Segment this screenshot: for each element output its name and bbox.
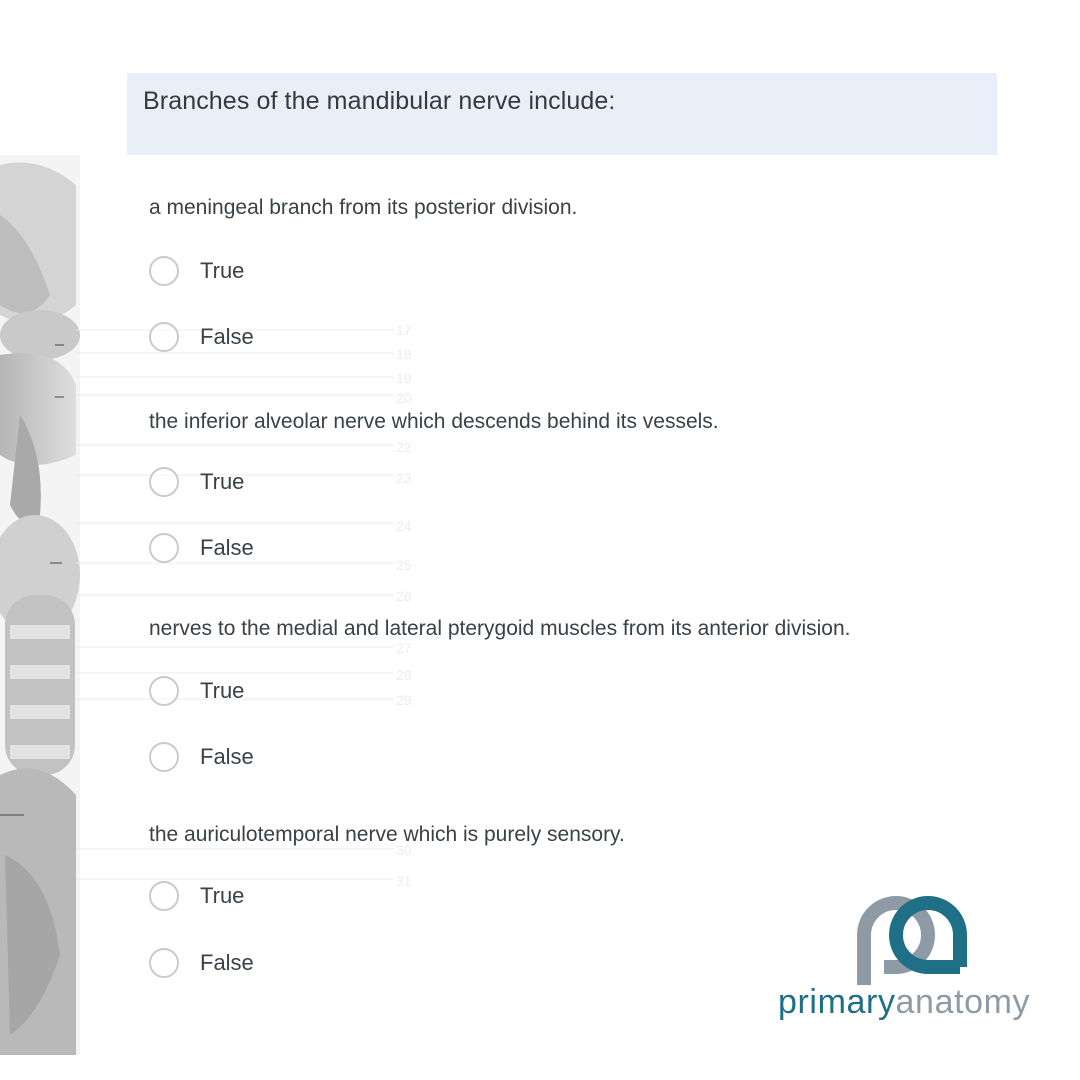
option-label: False bbox=[200, 950, 254, 975]
option-2-false[interactable] bbox=[149, 531, 254, 565]
brand-word-primary: primary bbox=[778, 983, 896, 1021]
brand-word-anatomy: anatomy bbox=[895, 983, 1031, 1021]
brand-logo bbox=[776, 895, 1056, 1025]
radio-button[interactable] bbox=[149, 676, 179, 706]
option-2-true[interactable] bbox=[149, 465, 244, 499]
statement-2: the inferior alveolar nerve which descends behind its vessels. bbox=[149, 410, 719, 433]
radio-button[interactable] bbox=[149, 467, 179, 497]
statement-1: a meningeal branch from its posterior division. bbox=[149, 196, 578, 219]
callout-number: 29 bbox=[396, 692, 412, 708]
callout-number: 18 bbox=[396, 346, 412, 362]
option-label: True bbox=[200, 883, 245, 908]
option-4-true[interactable] bbox=[149, 879, 244, 913]
callout-number: 23 bbox=[396, 470, 412, 486]
callout-number: 22 bbox=[396, 439, 412, 455]
option-4-false[interactable] bbox=[149, 946, 254, 980]
callout-number: 20 bbox=[396, 390, 412, 406]
statement-4: the auriculotemporal nerve which is purely sensory. bbox=[149, 823, 625, 846]
radio-button[interactable] bbox=[149, 948, 179, 978]
radio-button[interactable] bbox=[149, 322, 179, 352]
callout-number: 24 bbox=[396, 518, 412, 534]
statement-3: nerves to the medial and lateral pterygoid muscles from its anterior division. bbox=[149, 617, 851, 640]
radio-button[interactable] bbox=[149, 881, 179, 911]
callout-number: 19 bbox=[396, 370, 412, 386]
radio-button[interactable] bbox=[149, 256, 179, 286]
callout-number: 17 bbox=[396, 322, 412, 338]
option-3-false[interactable] bbox=[149, 740, 254, 774]
question-title: Branches of the mandibular nerve include: bbox=[143, 87, 616, 115]
option-1-false[interactable] bbox=[149, 320, 254, 354]
question-header bbox=[127, 73, 997, 155]
radio-button[interactable] bbox=[149, 533, 179, 563]
option-label: False bbox=[200, 744, 254, 769]
option-label: True bbox=[200, 469, 245, 494]
option-label: True bbox=[200, 258, 245, 283]
callout-number: 27 bbox=[396, 640, 412, 656]
option-label: True bbox=[200, 678, 245, 703]
callout-number: 26 bbox=[396, 588, 412, 604]
callout-number: 25 bbox=[396, 557, 412, 573]
option-label: False bbox=[200, 324, 254, 349]
brand-wordmark bbox=[778, 983, 1030, 1022]
anatomy-illustration bbox=[0, 155, 80, 1055]
logo-mark-icon bbox=[856, 895, 968, 985]
option-1-true[interactable] bbox=[149, 254, 244, 288]
callout-number: 31 bbox=[396, 873, 412, 889]
option-label: False bbox=[200, 535, 254, 560]
callout-number: 30 bbox=[396, 842, 412, 858]
option-3-true[interactable] bbox=[149, 674, 244, 708]
radio-button[interactable] bbox=[149, 742, 179, 772]
callout-number: 28 bbox=[396, 667, 412, 683]
